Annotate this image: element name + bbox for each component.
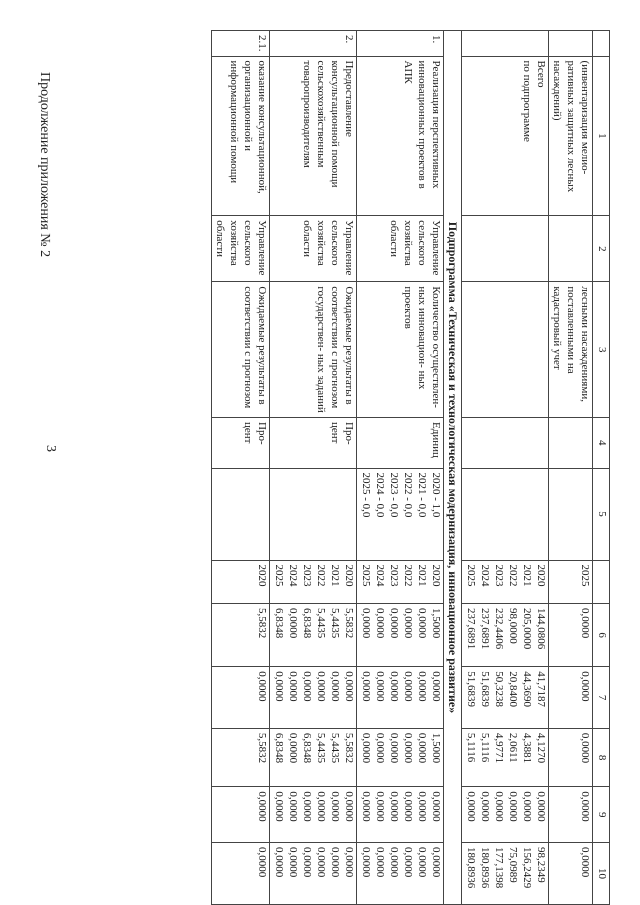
cell-value: 0,0000 <box>314 847 327 878</box>
cell-value: 4,9771 <box>492 732 505 764</box>
cell-value: 2020 - 1,0 <box>429 472 442 518</box>
cell-value: 51,6839 <box>464 671 477 708</box>
cell-value: 0,0000 <box>478 791 491 822</box>
cell-value: 0,0000 <box>286 608 299 639</box>
total-label-sub: по подпрограмме <box>521 60 533 142</box>
total-col9 <box>461 787 548 843</box>
cell-value: 180,8936 <box>478 847 491 889</box>
row-21-col10 <box>211 843 269 905</box>
cell-value: 98,2349 <box>534 847 547 883</box>
col-num-10: 10 <box>593 843 610 905</box>
cell-value: 0,0000 <box>520 791 533 822</box>
row-1-col9 <box>356 787 443 843</box>
cell-value: 0,0000 <box>401 671 414 702</box>
cell-forest-year: 2025 <box>548 560 592 603</box>
program-table <box>211 30 610 905</box>
cell-value: 0,0000 <box>401 847 414 878</box>
col-num-0 <box>593 31 610 57</box>
cell-value: 0,0000 <box>286 732 299 764</box>
cell-value: 2024 <box>373 564 386 587</box>
cell-value: 0,0000 <box>429 791 442 822</box>
cell-value: 0,0000 <box>373 608 386 639</box>
col-num-9: 9 <box>593 787 610 843</box>
cell-value: 0,0000 <box>387 732 400 764</box>
cell-value: 2022 <box>314 564 327 587</box>
cell-value: 98,0000 <box>506 608 519 644</box>
total-col8 <box>461 728 548 786</box>
cell-value: 144,0806 <box>534 608 547 650</box>
row-2-col8 <box>269 728 356 786</box>
cell-value: 0,0000 <box>255 671 268 702</box>
cell-value: 44,3690 <box>520 671 533 708</box>
cell-value: 2020 <box>534 564 547 587</box>
col-num-3: 3 <box>593 282 610 418</box>
table-row-1 <box>356 31 443 905</box>
cell-value: 0,0000 <box>328 671 341 702</box>
cell-forest-indicator: лесными насаждениями, поставленными на кадастровый учет <box>548 282 592 418</box>
cell-value: 50,3238 <box>492 671 505 708</box>
cell-forest-v8: 0,0000 <box>548 728 592 786</box>
cell-value: 0,0000 <box>401 608 414 639</box>
col-num-1: 1 <box>593 56 610 216</box>
cell-value: 2023 <box>492 564 505 587</box>
row-1-unit: Единиц <box>356 418 443 469</box>
cell-value: 237,6891 <box>478 608 491 650</box>
cell-value: 2024 <box>286 564 299 587</box>
cell-value: 0,0000 <box>415 732 428 764</box>
cell-value: 2021 <box>328 564 341 587</box>
cell-value: 0,0000 <box>359 791 372 822</box>
cell-value: 0,0000 <box>387 608 400 639</box>
cell-value: 6,8348 <box>300 732 313 764</box>
row-1-col10 <box>356 843 443 905</box>
row-1-col8 <box>356 728 443 786</box>
cell-value: 5,1116 <box>464 732 477 763</box>
cell-value: 0,0000 <box>429 671 442 702</box>
cell-value: 0,0000 <box>359 671 372 702</box>
cell-value: 2021 <box>520 564 533 587</box>
row-1-col6 <box>356 604 443 667</box>
cell-value: 2025 <box>359 564 372 587</box>
row-2-num: 2. <box>269 31 356 57</box>
row-2-indicator: Ожидаемые результаты в соответствии с прогнозом государствен- ных заданий <box>269 282 356 418</box>
row-1-col7 <box>356 667 443 729</box>
row-1-indicator: Количество осуществлен- ных инновацион- ных проектов <box>356 282 443 418</box>
cell-value: 41,7187 <box>534 671 547 708</box>
col-num-6: 6 <box>593 604 610 667</box>
row-21-col7 <box>211 667 269 729</box>
row-21-executor: Управление сельского хозяйства области <box>211 216 269 282</box>
cell-value: 0,0000 <box>328 847 341 878</box>
cell-value: 6,8348 <box>300 608 313 639</box>
cell-value: 177,1398 <box>492 847 505 889</box>
cell-value: 6,8348 <box>272 608 285 639</box>
cell-value: 75,0989 <box>506 847 519 883</box>
col-num-year <box>593 560 610 603</box>
table-row-total <box>461 31 548 905</box>
cell-value: 0,0000 <box>255 847 268 878</box>
cell-value: 0,0000 <box>415 671 428 702</box>
cell-value: 5,1116 <box>478 732 491 763</box>
col-num-2: 2 <box>593 216 610 282</box>
cell-value: 205,0000 <box>520 608 533 650</box>
row-1-targets <box>356 468 443 560</box>
cell-value: 2021 - 0,0 <box>415 472 428 518</box>
total-years <box>461 560 548 603</box>
table-row-forest <box>548 31 592 905</box>
cell-value: 2021 <box>415 564 428 587</box>
row-1-desc: Реализация перспективных инновационных проектов в АПК <box>356 56 443 216</box>
cell-value: 4,3881 <box>520 732 533 764</box>
cell-value: 0,0000 <box>359 608 372 639</box>
row-21-col6 <box>211 604 269 667</box>
row-21-desc: оказание консультационной, организационной и информационной помощи <box>211 56 269 216</box>
row-2-executor: Управление сельского хозяйства области <box>269 216 356 282</box>
row-1-executor: Управление сельского хозяйства области <box>356 216 443 282</box>
row-21-col9 <box>211 787 269 843</box>
cell-value: 2,0611 <box>506 732 519 763</box>
cell-value: 0,0000 <box>255 791 268 822</box>
cell-value: 0,0000 <box>429 847 442 878</box>
cell-value: 5,5832 <box>342 608 355 639</box>
cell-value: 1,5000 <box>429 608 442 639</box>
cell-value: 2025 <box>272 564 285 587</box>
cell-value: 2024 - 0,0 <box>373 472 386 518</box>
row-2-col7 <box>269 667 356 729</box>
cell-value: 0,0000 <box>272 791 285 822</box>
cell-value: 0,0000 <box>359 847 372 878</box>
cell-value: 0,0000 <box>415 847 428 878</box>
row-21-col8 <box>211 728 269 786</box>
cell-value: 180,8936 <box>464 847 477 889</box>
total-label: Всего <box>534 60 547 88</box>
cell-value: 156,2429 <box>520 847 533 889</box>
column-number-row <box>593 31 610 905</box>
row-2-years <box>269 560 356 603</box>
cell-value: 0,0000 <box>342 671 355 702</box>
col-num-8: 8 <box>593 728 610 786</box>
cell-forest-v9: 0,0000 <box>548 787 592 843</box>
cell-value: 0,0000 <box>314 671 327 702</box>
cell-value: 6,8348 <box>272 732 285 764</box>
cell-value: 0,0000 <box>373 847 386 878</box>
cell-value: 0,0000 <box>387 791 400 822</box>
cell-value: 2022 - 0,0 <box>401 472 414 518</box>
cell-value: 0,0000 <box>401 791 414 822</box>
cell-forest-v6: 0,0000 <box>548 604 592 667</box>
row-21-years <box>211 560 269 603</box>
row-21-indicator: Ожидаемые результаты в соответствии с прогнозом <box>211 282 269 418</box>
cell-value: 5,4435 <box>328 608 341 639</box>
cell-value: 0,0000 <box>387 847 400 878</box>
cell-value: 0,0000 <box>373 732 386 764</box>
row-2-col10 <box>269 843 356 905</box>
cell-value: 4,1270 <box>534 732 547 764</box>
cell-value: 2022 <box>506 564 519 587</box>
cell-value: 2024 <box>478 564 491 587</box>
cell-value: 2020 <box>342 564 355 587</box>
row-2-col6 <box>269 604 356 667</box>
cell-value: 1,5000 <box>429 732 442 764</box>
cell-value: 5,4435 <box>328 732 341 764</box>
cell-value: 0,0000 <box>286 847 299 878</box>
table-row-2-1 <box>211 31 269 905</box>
subprogram-title: Подпрограмма «Техническая и технологическая модернизация, инновационное развитие» <box>443 31 461 905</box>
cell-value: 0,0000 <box>464 791 477 822</box>
total-col6 <box>461 604 548 667</box>
cell-value: 20,8400 <box>506 671 519 708</box>
cell-value: 2020 <box>429 564 442 587</box>
cell-value: 5,5832 <box>342 732 355 764</box>
cell-value: 0,0000 <box>300 791 313 822</box>
cell-value: 0,0000 <box>415 791 428 822</box>
col-num-5: 5 <box>593 468 610 560</box>
cell-value: 5,5832 <box>255 608 268 639</box>
row-1-num: 1. <box>356 31 443 57</box>
col-num-7: 7 <box>593 667 610 729</box>
row-2-col9 <box>269 787 356 843</box>
cell-value: 2025 - 0,0 <box>359 472 372 518</box>
cell-value: 2022 <box>401 564 414 587</box>
row-21-num: 2.1. <box>211 31 269 57</box>
cell-value: 0,0000 <box>300 671 313 702</box>
cell-value: 237,6891 <box>464 608 477 650</box>
cell-value: 0,0000 <box>534 791 547 822</box>
cell-value: 0,0000 <box>286 671 299 702</box>
total-col7 <box>461 667 548 729</box>
page-number: 3 <box>43 445 58 452</box>
col-num-4: 4 <box>593 418 610 469</box>
cell-value: 0,0000 <box>328 791 341 822</box>
cell-value: 0,0000 <box>272 847 285 878</box>
cell-value: 2023 - 0,0 <box>387 472 400 518</box>
cell-value: 0,0000 <box>314 791 327 822</box>
cell-value: 0,0000 <box>506 791 519 822</box>
cell-value: 2020 <box>255 564 268 587</box>
cell-value: 2025 <box>464 564 477 587</box>
cell-value: 0,0000 <box>342 847 355 878</box>
cell-value: 2023 <box>300 564 313 587</box>
total-col10 <box>461 843 548 905</box>
subprogram-title-row <box>443 31 461 905</box>
cell-value: 0,0000 <box>359 732 372 764</box>
cell-value: 5,5832 <box>255 732 268 764</box>
cell-value: 0,0000 <box>272 671 285 702</box>
row-21-unit: Про- цент <box>211 418 269 469</box>
row-1-years <box>356 560 443 603</box>
table-row-2 <box>269 31 356 905</box>
cell-value: 0,0000 <box>300 847 313 878</box>
cell-value: 0,0000 <box>492 791 505 822</box>
cell-value: 0,0000 <box>373 791 386 822</box>
continuation-caption: Продолжение приложения № 2 <box>37 72 52 258</box>
cell-forest-v10: 0,0000 <box>548 843 592 905</box>
cell-forest-desc: (инвентаризация мелио- ративных защитных лесных насаждений) <box>548 56 592 216</box>
cell-value: 51,6839 <box>478 671 491 708</box>
cell-value: 0,0000 <box>286 791 299 822</box>
cell-value: 5,4435 <box>314 608 327 639</box>
row-2-desc: Предоставление консультационной помощи сельскохозяйственным товаропроизводителям <box>269 56 356 216</box>
cell-value: 0,0000 <box>387 671 400 702</box>
row-2-unit: Про- цент <box>269 418 356 469</box>
cell-value: 0,0000 <box>373 671 386 702</box>
cell-value: 0,0000 <box>342 791 355 822</box>
cell-value: 0,0000 <box>401 732 414 764</box>
cell-value: 232,4406 <box>492 608 505 650</box>
cell-value: 5,4435 <box>314 732 327 764</box>
cell-forest-v7: 0,0000 <box>548 667 592 729</box>
cell-value: 2023 <box>387 564 400 587</box>
cell-value: 0,0000 <box>415 608 428 639</box>
